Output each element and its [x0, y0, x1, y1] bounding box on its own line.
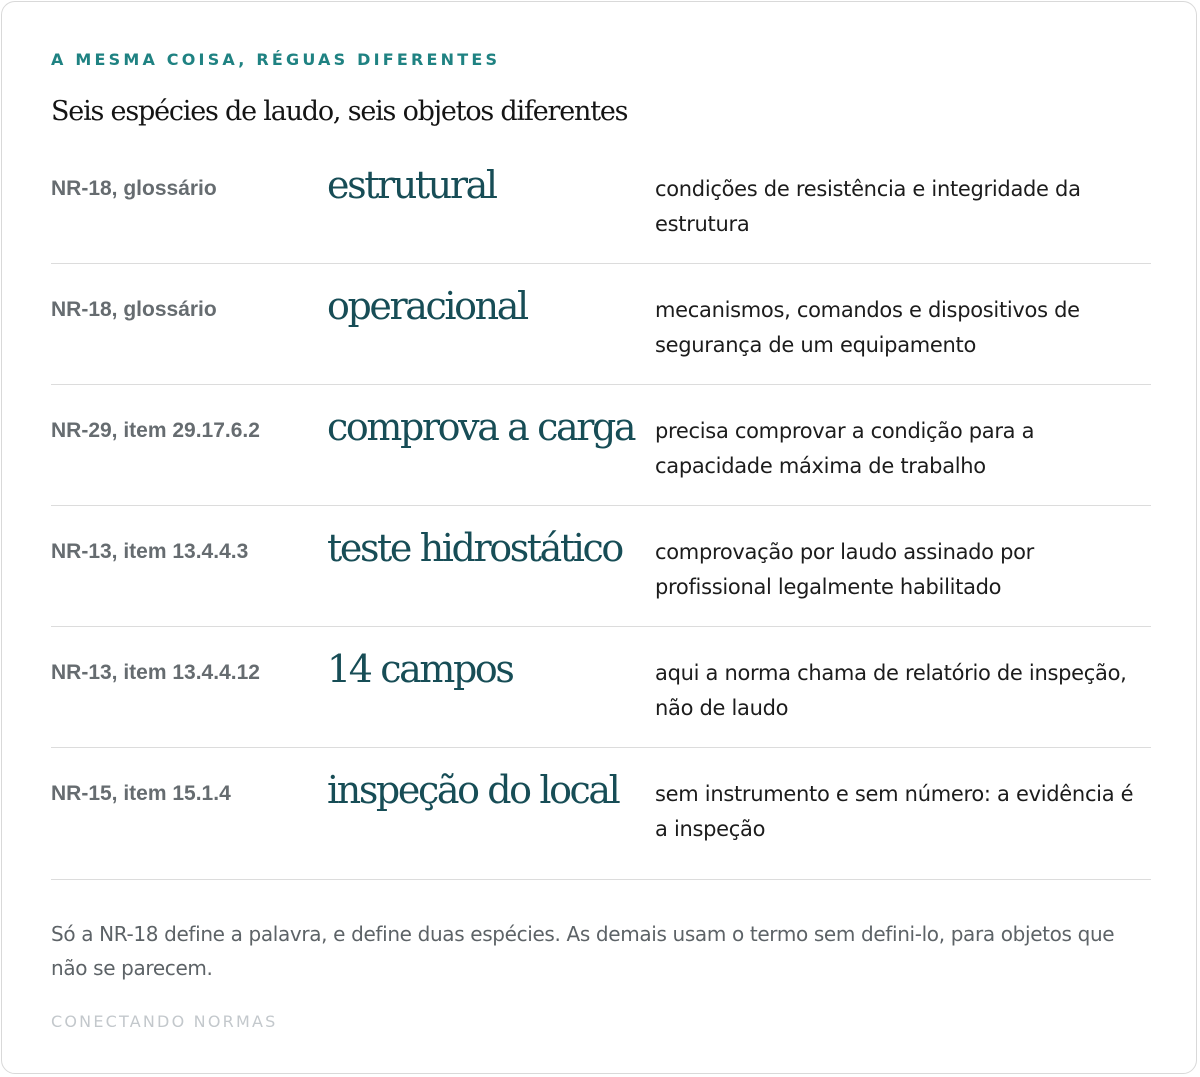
table-row [51, 627, 1151, 748]
table-row [51, 264, 1151, 385]
row-term: estrutural [327, 163, 496, 207]
row-description: condições de resistência e integridade da estrutura [655, 177, 1081, 236]
row-term: operacional [327, 284, 527, 328]
comparison-table [51, 143, 1151, 880]
row-description: precisa comprovar a condição para a capacidade máxima de trabalho [655, 419, 1035, 478]
row-description: mecanismos, comandos e dispositivos de segurança de um equipamento [655, 298, 1080, 357]
row-source: NR-18, glossário [51, 298, 217, 321]
page-title: Seis espécies de laudo, seis objetos diferentes [51, 96, 628, 127]
row-source: NR-13, item 13.4.4.12 [51, 661, 260, 684]
row-description: comprovação por laudo assinado por profissional legalmente habilitado [655, 540, 1035, 599]
brand-footer: CONECTANDO NORMAS [51, 1012, 278, 1031]
table-row [51, 143, 1151, 264]
row-source: NR-15, item 15.1.4 [51, 782, 231, 805]
footnote: Só a NR-18 define a palavra, e define duas espécies. As demais usam o termo sem defini-lo, para objetos que não se parecem. [51, 922, 1115, 980]
row-term: 14 campos [327, 647, 513, 691]
eyebrow-label: A MESMA COISA, RÉGUAS DIFERENTES [51, 50, 501, 69]
row-description: aqui a norma chama de relatório de inspeção, não de laudo [655, 661, 1127, 720]
row-source: NR-29, item 29.17.6.2 [51, 419, 260, 442]
table-row [51, 506, 1151, 627]
card [1, 1, 1197, 1074]
table-row [51, 385, 1151, 506]
row-source: NR-18, glossário [51, 177, 217, 200]
row-term: inspeção do local [327, 768, 619, 812]
row-term: teste hidrostático [327, 526, 622, 570]
row-source: NR-13, item 13.4.4.3 [51, 540, 249, 563]
table-row [51, 748, 1151, 880]
row-term: comprova a carga [327, 405, 635, 449]
row-description: sem instrumento e sem número: a evidência é a inspeção [655, 782, 1134, 841]
